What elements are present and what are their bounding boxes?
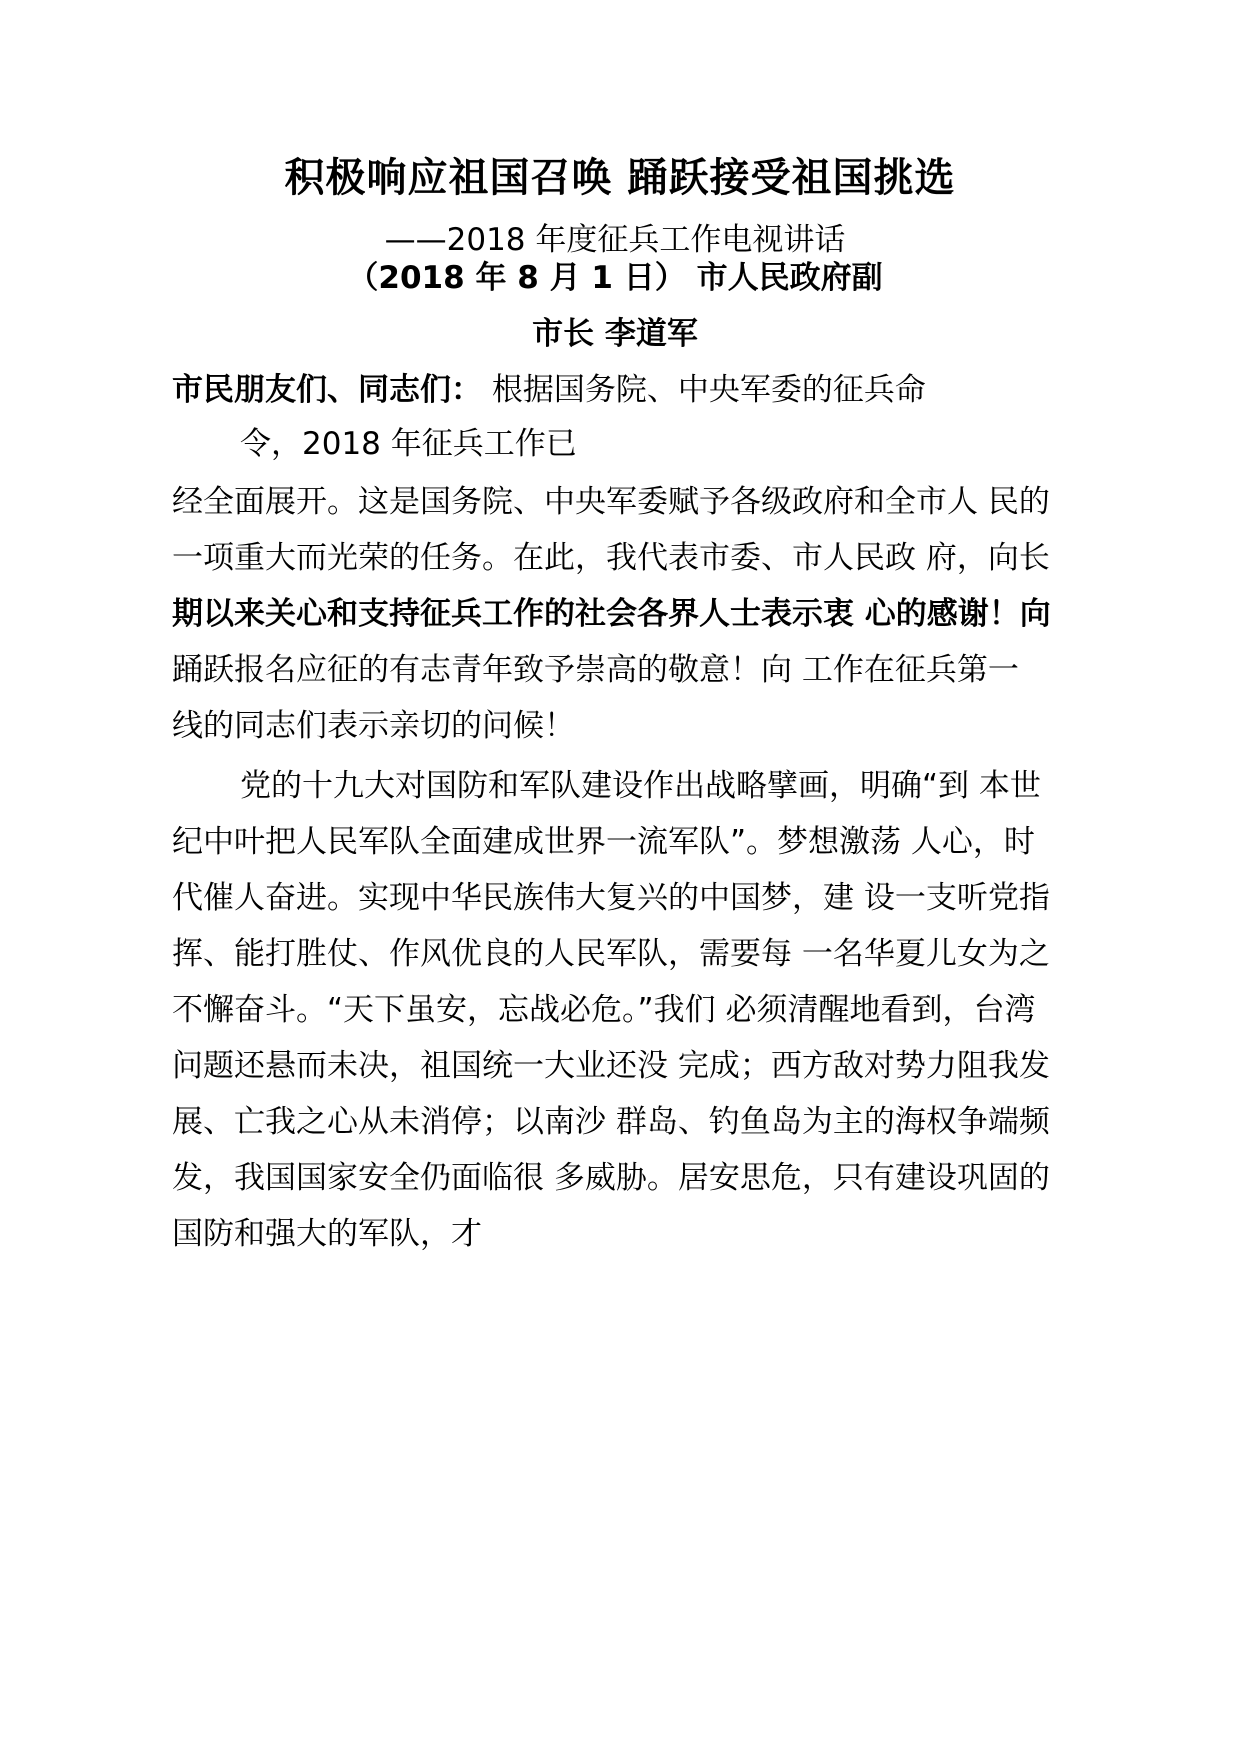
indented-line: 令，2018 年征兵工作已	[240, 426, 577, 462]
paragraph-1-line: 经全面展开。这是国务院、中央军委赋予各级政府和全市人 民的	[172, 484, 1050, 520]
greeting-line	[172, 370, 926, 410]
paragraph-2-line: 纪中叶把人民军队全面建成世界一流军队”。梦想激荡 人心，时	[172, 824, 1035, 860]
paragraph-2-line: 不懈奋斗。“天下虽安，忘战必危。”我们 必须清醒地看到，台湾	[172, 992, 1036, 1028]
paragraph-1-line: 踊跃报名应征的有志青年致予崇高的敬意！向 工作在征兵第一	[172, 652, 1019, 688]
paragraph-2-line: 挥、能打胜仗、作风优良的人民军队，需要每 一名华夏儿女为之	[172, 936, 1050, 972]
paragraph-1-line: 一项重大而光荣的任务。在此，我代表市委、市人民政 府，向长	[172, 540, 1050, 576]
document-date-line: （2018 年 8 月 1 日） 市人民政府副	[347, 260, 883, 296]
paragraph-2-line: 问题还悬而未决，祖国统一大业还没 完成；西方敌对势力阻我发	[172, 1048, 1050, 1084]
paragraph-2-first-line: 党的十九大对国防和军队建设作出战略擘画，明确“到 本世	[240, 768, 1041, 804]
greeting-salutation: 市民朋友们、同志们：	[172, 372, 482, 408]
paragraph-1-line: 线的同志们表示亲切的问候！	[172, 708, 575, 744]
paragraph-2-line: 国防和强大的军队，才	[172, 1216, 482, 1252]
paragraph-2-line: 代催人奋进。实现中华民族伟大复兴的中国梦，建 设一支听党指	[172, 880, 1050, 916]
paragraph-2-line: 展、亡我之心从未消停；以南沙 群岛、钓鱼岛为主的海权争端频	[172, 1104, 1050, 1140]
document-subtitle: ——2018 年度征兵工作电视讲话	[384, 222, 846, 258]
paragraph-1-line: 期以来关心和支持征兵工作的社会各界人士表示衷 心的感谢！向	[172, 596, 1051, 632]
paragraph-2-line: 发，我国国家安全仍面临很 多威胁。居安思危，只有建设巩固的	[172, 1160, 1050, 1196]
document-title: 积极响应祖国召唤 踊跃接受祖国挑选	[284, 154, 956, 201]
document-speaker: 市长 李道军	[532, 316, 698, 352]
greeting-continuation: 根据国务院、中央军委的征兵命	[482, 372, 926, 408]
